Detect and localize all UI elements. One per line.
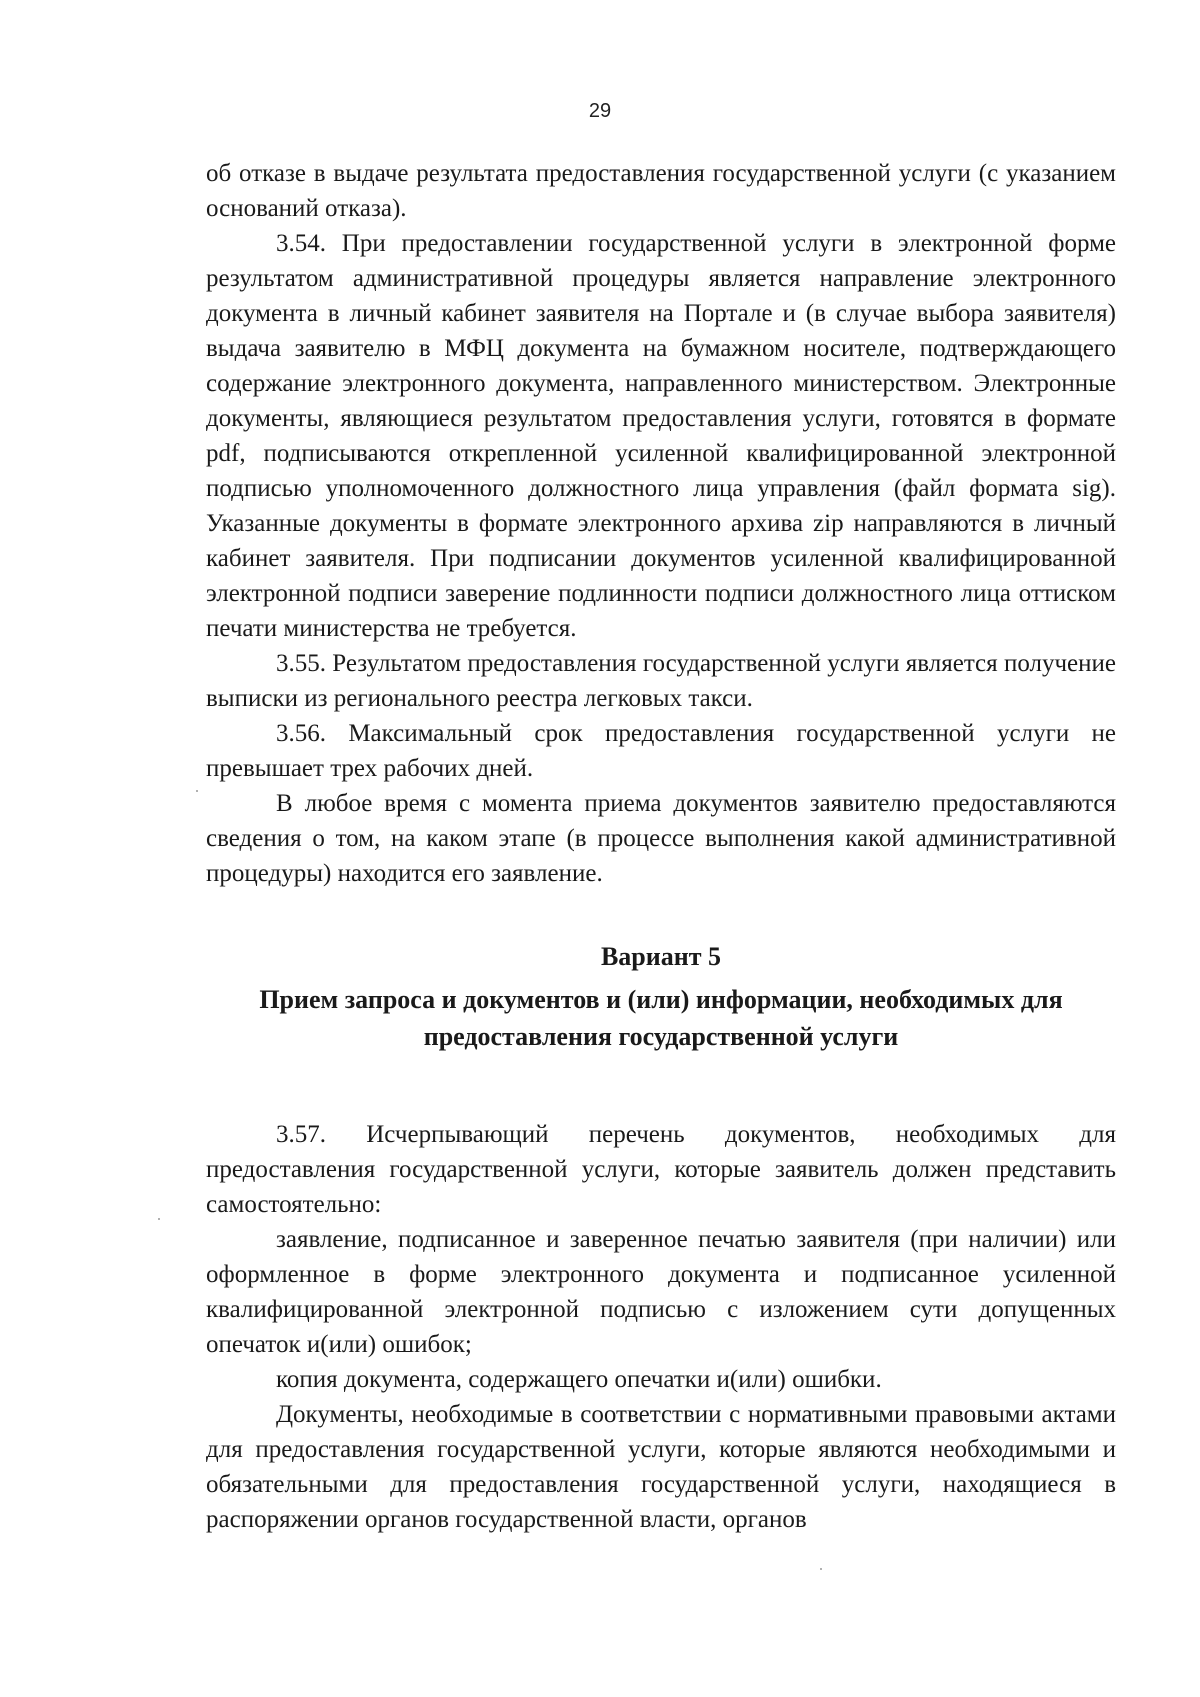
scan-speck [196, 790, 198, 792]
paragraph-3-54: 3.54. При предоставлении государственной услуги в электронной форме результатом административной процедуры является направление электронного документа в личный кабинет заявителя на Портале и (в случае выбора заявителя) выдача заявителю в МФЦ документа на бумажном носителе, подтверждающего содержание электронного документа, направленного министерством. Электронные документы, являющиеся результатом предоставления услуги, готовятся в формате pdf, подписываются открепленной усиленной квалифицированной электронной подписью уполномоченного должностного лица управления (файл формата sig). Указанные документы в формате электронного архива zip направляются в личный кабинет заявителя. При подписании документов усиленной квалифицированной электронной подписи заверение подлинности подписи должностного лица оттиском печати министерства не требуется. [206, 230, 1116, 642]
paragraph-refusal-continuation: об отказе в выдаче результата предоставления государственной услуги (с указанием оснований отказа). [206, 160, 1116, 222]
section-heading [206, 939, 1116, 1055]
paragraph-status-info: В любое время с момента приема документов заявителю предоставляются сведения о том, на каком этапе (в процессе выполнения какой административной процедуры) находится его заявление. [206, 790, 1116, 887]
scan-speck [820, 1568, 822, 1570]
scan-speck [158, 1218, 160, 1220]
document-body [206, 156, 1116, 1537]
paragraph-3-55: 3.55. Результатом предоставления государственной услуги является получение выписки из регионального реестра легковых такси. [206, 650, 1116, 712]
heading-title: Прием запроса и документов и (или) информации, необходимых для предоставления государственной услуги [259, 985, 1063, 1051]
paragraph-required-documents: Документы, необходимые в соответствии с нормативными правовыми актами для предоставления государственной услуги, которые являются необходимыми и обязательными для предоставления государственной услуги, находящиеся в распоряжении органов государственной власти, органов [206, 1401, 1116, 1533]
paragraph-application-item: заявление, подписанное и заверенное печатью заявителя (при наличии) или оформленное в форме электронного документа и подписанное усиленной квалифицированной электронной подписью с изложением сути допущенных опечаток и(или) ошибок; [206, 1226, 1116, 1358]
page-number: 29 [588, 100, 612, 122]
heading-variant: Вариант 5 [600, 942, 722, 971]
paragraph-copy-item: копия документа, содержащего опечатки и(или) ошибки. [276, 1366, 882, 1393]
paragraph-3-57: 3.57. Исчерпывающий перечень документов, необходимых для предоставления государственной услуги, которые заявитель должен представить самостоятельно: [206, 1121, 1116, 1218]
paragraph-3-56: 3.56. Максимальный срок предоставления государственной услуги не превышает трех рабочих дней. [206, 720, 1116, 782]
